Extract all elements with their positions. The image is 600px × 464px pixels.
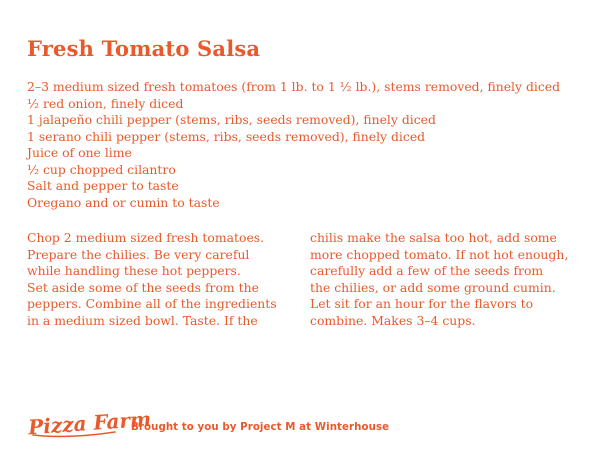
ingredient-item: ½ red onion, finely diced: [27, 95, 184, 111]
directions-line: while handling these hot peppers.: [27, 263, 241, 279]
directions-line: Let sit for an hour for the flavors to: [310, 296, 534, 312]
directions-column-left: [27, 230, 277, 330]
logo-text: Pizza Farm: [27, 406, 152, 440]
ingredient-item: Oregano and or cumin to taste: [27, 194, 220, 210]
directions-line: peppers. Combine all of the ingredients: [27, 296, 277, 312]
directions-column-right: [310, 230, 568, 330]
directions-line: combine. Makes 3–4 cups.: [310, 312, 476, 328]
directions-line: chilis make the salsa too hot, add some: [310, 230, 557, 245]
directions-line: Prepare the chilies. Be very careful: [27, 246, 250, 262]
ingredient-item: ½ cup chopped cilantro: [27, 161, 176, 177]
recipe-title: Fresh Tomato Salsa: [27, 36, 261, 61]
ingredient-item: Juice of one lime: [27, 145, 132, 160]
ingredient-item: 1 jalapeño chili pepper (stems, ribs, seeds removed), finely diced: [27, 112, 436, 127]
ingredient-item: 2–3 medium sized fresh tomatoes (from 1 lb. to 1 ½ lb.), stems removed, finely diced: [27, 79, 561, 94]
footer-tagline: Brought to you by Project M at Winterhouse: [131, 422, 390, 433]
ingredient-item: Salt and pepper to taste: [27, 178, 179, 193]
directions-line: Set aside some of the seeds from the: [27, 279, 259, 295]
directions-line: the chilies, or add some ground cumin.: [310, 279, 556, 295]
ingredient-item: 1 serano chili pepper (stems, ribs, seeds removed), finely diced: [27, 128, 426, 144]
pizza-farm-logo: [27, 402, 152, 442]
directions-line: in a medium sized bowl. Taste. If the: [27, 312, 258, 328]
directions-line: more chopped tomato. If not hot enough,: [310, 246, 569, 262]
ingredients-list: [27, 79, 560, 211]
directions-line: carefully add a few of the seeds from: [310, 263, 544, 279]
directions-line: Chop 2 medium sized fresh tomatoes.: [27, 230, 265, 245]
